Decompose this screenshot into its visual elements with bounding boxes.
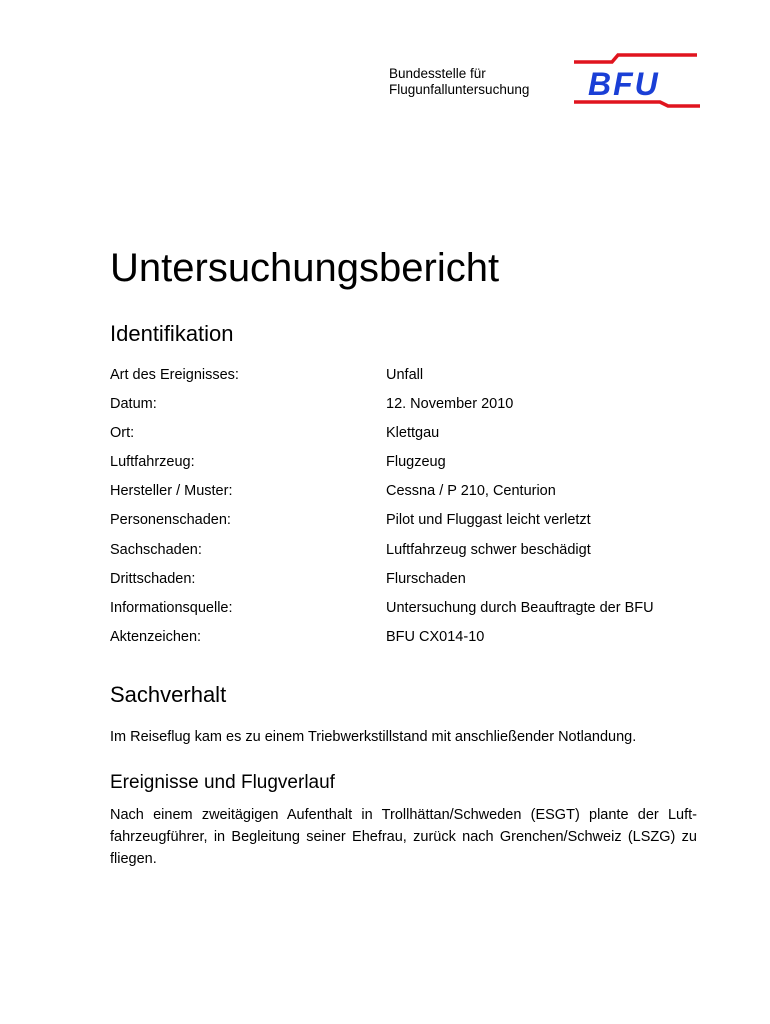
identification-label: Personenschaden:	[110, 512, 231, 529]
identification-row	[110, 480, 710, 509]
sachverhalt-text: Im Reiseflug kam es zu einem Triebwerkstillstand mit anschließender Notlandung.	[110, 729, 637, 745]
identification-value: Cessna / P 210, Centurion	[386, 483, 556, 500]
identification-label: Ort:	[110, 425, 135, 442]
identification-label: Drittschaden:	[110, 570, 196, 587]
identification-value: 12. November 2010	[386, 396, 514, 413]
identification-label: Art des Ereignisses:	[110, 367, 239, 383]
identification-row	[110, 451, 710, 480]
identification-label: Luftfahrzeug:	[110, 454, 195, 471]
identification-value: BFU CX014-10	[386, 628, 485, 645]
logo-bottom-stripe	[574, 102, 700, 106]
identification-value: Klettgau	[386, 425, 440, 442]
identification-value: Unfall	[386, 367, 424, 383]
identification-label: Aktenzeichen:	[110, 628, 202, 645]
section-heading-sachverhalt: Sachverhalt	[110, 682, 227, 707]
identification-table	[110, 364, 710, 655]
identification-row	[110, 364, 710, 393]
identification-row	[110, 393, 710, 422]
organization-name-line1: Bundesstelle für	[389, 66, 486, 81]
identification-value: Pilot und Fluggast leicht verletzt	[386, 512, 591, 529]
logo-text: BFU	[588, 66, 660, 102]
identification-row	[110, 568, 710, 597]
identification-value: Luftfahrzeug schwer beschädigt	[386, 541, 591, 558]
organization-name-line2: Flugunfalluntersuchung	[389, 82, 530, 97]
section-heading-identifikation: Identifikation	[110, 321, 234, 346]
bfu-logo	[572, 50, 702, 110]
section-heading-ereignisse: Ereignisse und Flugverlauf	[110, 772, 335, 793]
document-title: Untersuchungsbericht	[110, 246, 500, 290]
identification-label: Hersteller / Muster:	[110, 483, 233, 500]
organization-name	[389, 66, 529, 98]
identification-value: Flurschaden	[386, 570, 466, 587]
identification-row	[110, 626, 710, 655]
identification-value: Untersuchung durch Beauftragte der BFU	[386, 599, 654, 616]
identification-row	[110, 509, 710, 538]
logo-top-stripe	[574, 55, 697, 62]
identification-row	[110, 539, 710, 568]
identification-label: Informationsquelle:	[110, 599, 233, 616]
identification-label: Sachschaden:	[110, 541, 202, 558]
identification-label: Datum:	[110, 396, 157, 413]
identification-value: Flugzeug	[386, 454, 446, 471]
identification-row	[110, 422, 710, 451]
identification-row	[110, 597, 710, 626]
ereignisse-text: Nach einem zweitägigen Aufenthalt in Trollhättan/Schweden (ESGT) plante der Luft-fahrzeugführer, in Begleitung seiner Ehefrau, zurück nach Grenchen/Schweiz (LSZG) zu fliegen.	[110, 807, 697, 867]
